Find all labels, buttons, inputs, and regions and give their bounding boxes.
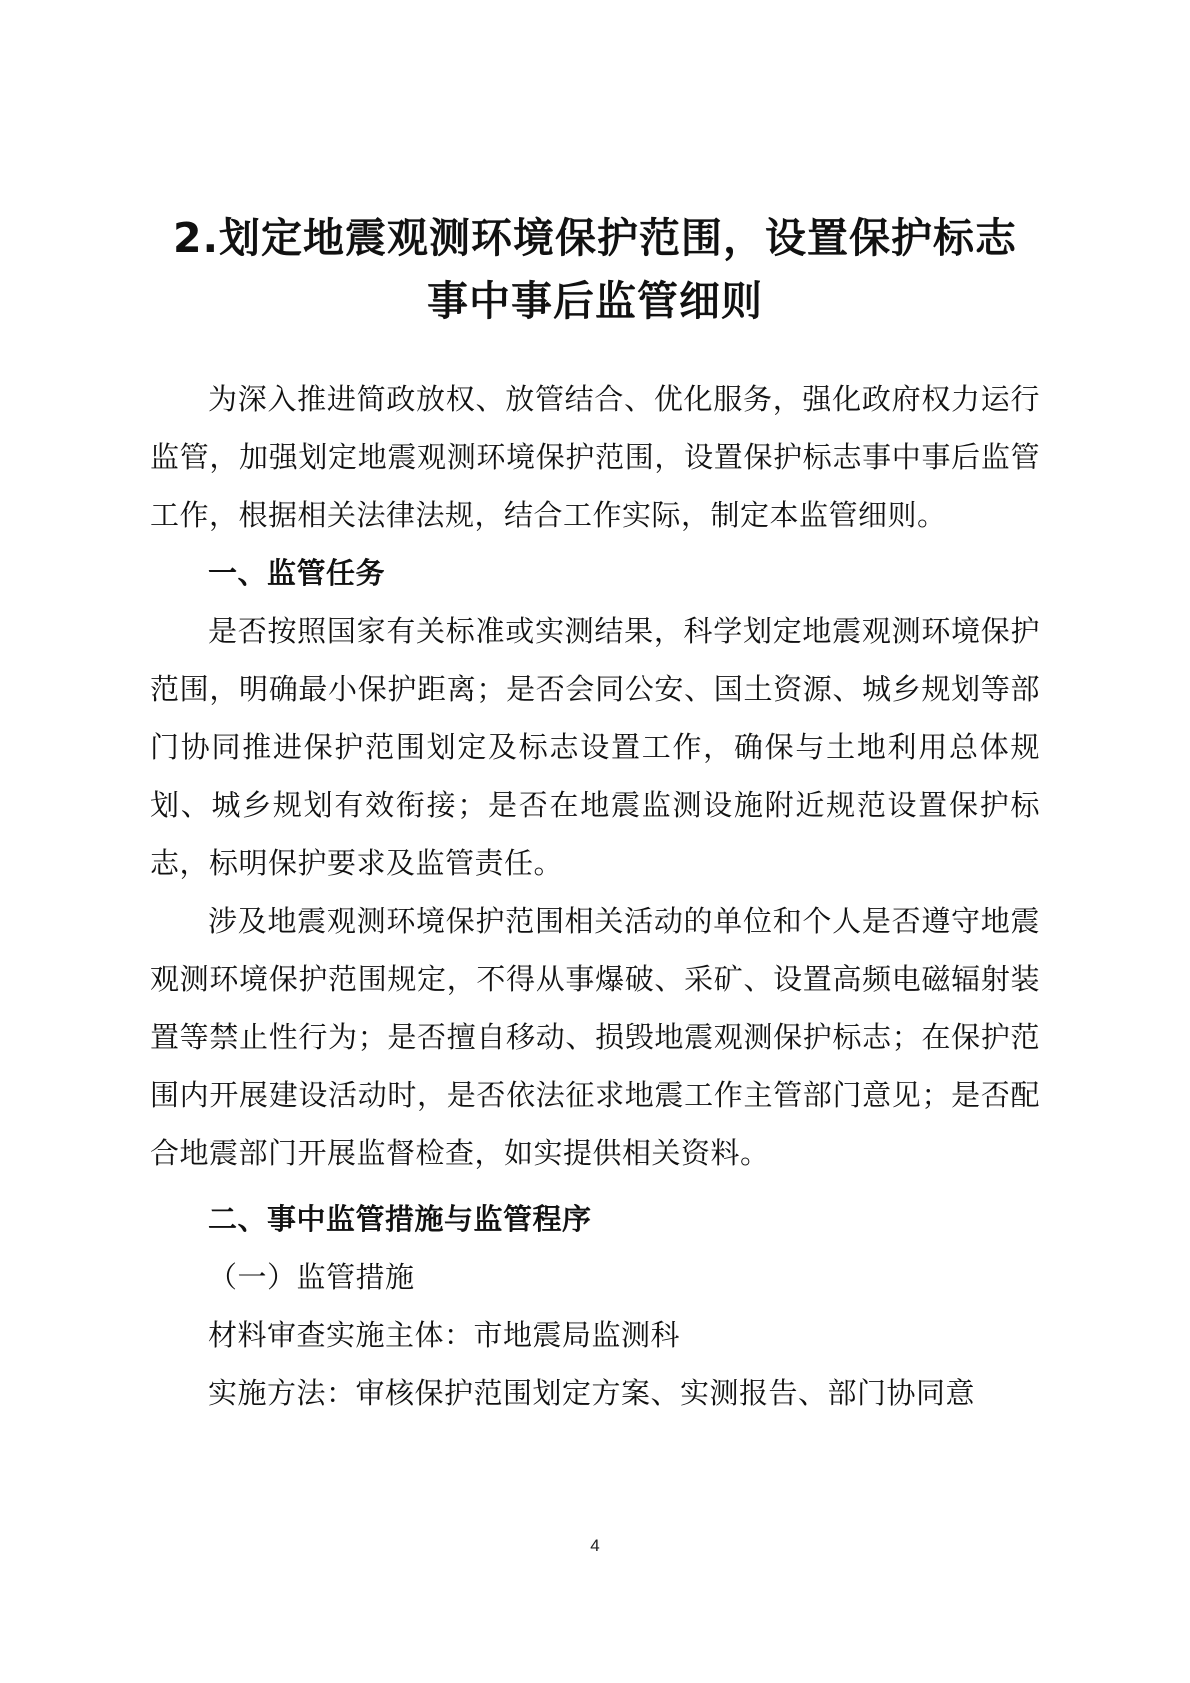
page-number: 4 [590,1536,600,1555]
document-body [150,370,1040,1422]
subheading-measures: （一）监管措施 [208,1260,415,1294]
measure-line-method: 实施方法：审核保护范围划定方案、实测报告、部门协同意 [208,1376,976,1410]
tasks-paragraph-2: 涉及地震观测环境保护范围相关活动的单位和个人是否遵守地震观测环境保护范围规定，不得从事爆破、采矿、设置高频电磁辐射装置等禁止性行为；是否擅自移动、损毁地震观测保护标志；在保护范围内开展建设活动时，是否依法征求地震工作主管部门意见；是否配合地震部门开展监督检查，如实提供相关资料。 [150,904,1040,1170]
section-heading-measures: 二、事中监管措施与监管程序 [208,1202,592,1236]
measure-line-subject: 材料审查实施主体：市地震局监测科 [208,1318,681,1352]
document-title-line-1: 2.划定地震观测环境保护范围，设置保护标志 [172,214,1018,262]
intro-paragraph: 为深入推进简政放权、放管结合、优化服务，强化政府权力运行监管，加强划定地震观测环境保护范围，设置保护标志事中事后监管工作，根据相关法律法规，结合工作实际，制定本监管细则。 [150,382,1040,532]
section-heading-tasks: 一、监管任务 [208,556,386,590]
document-title-line-2: 事中事后监管细则 [427,277,763,325]
tasks-paragraph-1: 是否按照国家有关标准或实测结果，科学划定地震观测环境保护范围，明确最小保护距离；是否会同公安、国土资源、城乡规划等部门协同推进保护范围划定及标志设置工作，确保与土地利用总体规划、城乡规划有效衔接；是否在地震监测设施附近规范设置保护标志，标明保护要求及监管责任。 [150,614,1040,880]
